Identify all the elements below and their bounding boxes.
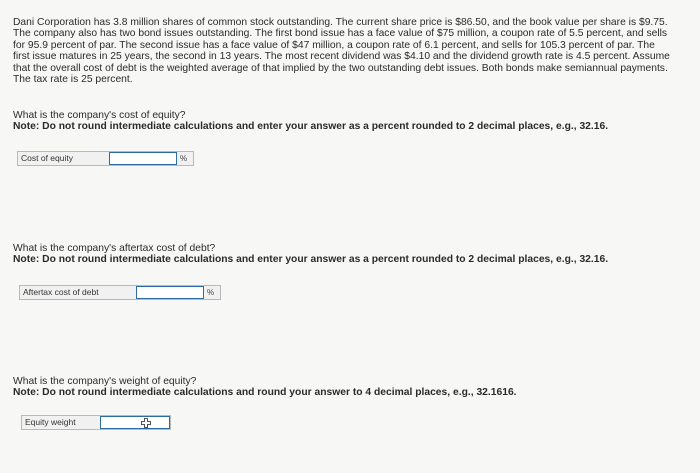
question-note: Note: Do not round intermediate calculations and enter your answer as a percent rounded to 2 decimal places, e.g., 32.16. xyxy=(13,121,609,133)
aftertax-cost-of-debt-label: Aftertax cost of debt xyxy=(23,287,99,297)
percent-unit: % xyxy=(207,288,215,297)
cost-of-equity-row xyxy=(17,151,194,166)
problem-statement: Dani Corporation has 3.8 million shares of common stock outstanding. The current share price is $86.50, and the book value per share is $9.75. The company also has two bond issues outstanding. The first bond issue has a face value of $75 million, a coupon rate of 5.5 percent, and sells for 95.9 percent of par. The second issue has a face value of $47 million, a coupon rate of 6.1 percent, and sells for 105.3 percent of par. The first issue matures in 25 years, the second in 13 years. The most recent dividend was $4.10 and the dividend growth rate is 4.5 percent. Assume that the overall cost of debt is the weighted average of that implied by the two outstanding debt issues. Both bonds make semiannual payments. The tax rate is 25 percent. xyxy=(13,17,670,86)
cost-of-equity-input[interactable] xyxy=(109,152,177,165)
cost-of-equity-label: Cost of equity xyxy=(21,153,73,163)
question-weight-of-equity xyxy=(13,376,683,399)
question-prompt: What is the company's aftertax cost of debt? xyxy=(13,243,216,254)
equity-weight-input[interactable] xyxy=(100,416,170,429)
equity-weight-label: Equity weight xyxy=(25,417,76,427)
question-note: Note: Do not round intermediate calculations and round your answer to 4 decimal places, e.g., 32.1616. xyxy=(13,387,517,399)
question-prompt: What is the company's cost of equity? xyxy=(13,110,186,121)
question-aftertax-cost-of-debt xyxy=(13,243,683,266)
question-note: Note: Do not round intermediate calculations and enter your answer as a percent rounded to 2 decimal places, e.g., 32.16. xyxy=(13,254,609,266)
aftertax-cost-of-debt-row xyxy=(19,285,221,300)
crosshair-cursor-icon xyxy=(141,418,151,428)
question-cost-of-equity xyxy=(13,110,683,133)
question-prompt: What is the company's weight of equity? xyxy=(13,376,197,387)
percent-unit: % xyxy=(180,154,188,163)
aftertax-cost-of-debt-input[interactable] xyxy=(136,286,204,299)
